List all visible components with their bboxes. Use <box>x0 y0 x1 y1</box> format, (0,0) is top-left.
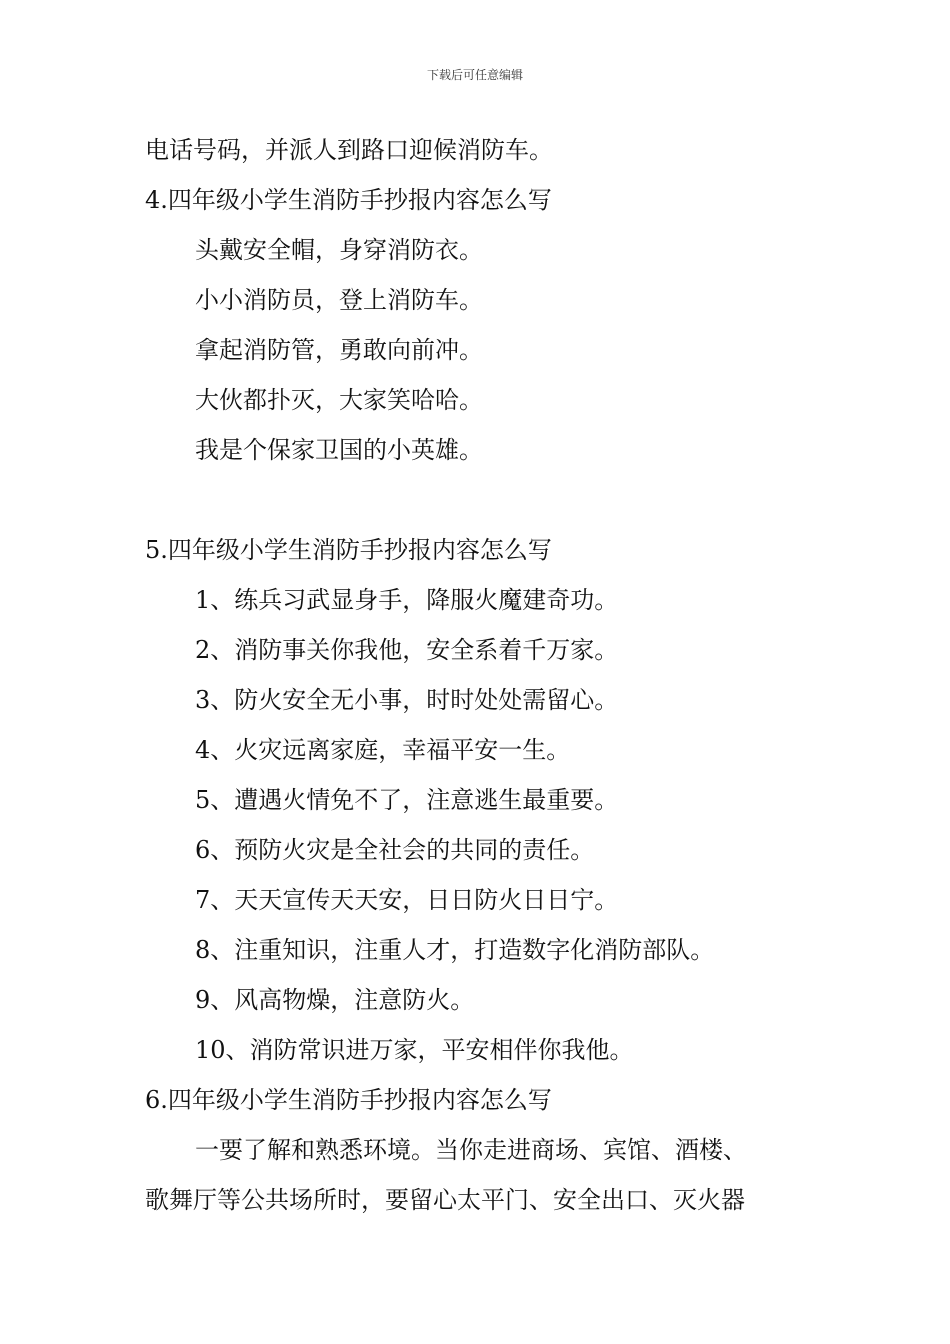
list-item: 7、天天宣传天天安，日日防火日日宁。 <box>195 886 619 914</box>
verse-line: 拿起消防管，勇敢向前冲。 <box>195 336 483 364</box>
page-header: 下载后可任意编辑 <box>426 68 523 82</box>
verse-line: 头戴安全帽，身穿消防衣。 <box>195 236 483 264</box>
verse-line: 大伙都扑灭，大家笑哈哈。 <box>195 386 483 414</box>
list-item: 1、练兵习武显身手，降服火魔建奇功。 <box>195 586 619 614</box>
verse-line: 小小消防员，登上消防车。 <box>195 286 483 314</box>
list-item: 4、火灾远离家庭，幸福平安一生。 <box>195 736 571 764</box>
paragraph-line: 一要了解和熟悉环境。当你走进商场、宾馆、酒楼、 <box>195 1136 747 1164</box>
list-item: 3、防火安全无小事，时时处处需留心。 <box>195 686 619 714</box>
list-item: 9、风高物燥，注意防火。 <box>195 986 475 1014</box>
verse-line: 我是个保家卫国的小英雄。 <box>195 436 483 464</box>
text-line: 电话号码，并派人到路口迎候消防车。 <box>145 136 553 164</box>
paragraph-line: 歌舞厅等公共场所时，要留心太平门、安全出口、灭火器 <box>145 1186 745 1214</box>
list-item: 6、预防火灾是全社会的共同的责任。 <box>195 836 595 864</box>
section-heading-4: 4.四年级小学生消防手抄报内容怎么写 <box>145 186 552 214</box>
list-item: 10、消防常识进万家，平安相伴你我他。 <box>195 1036 634 1064</box>
document-body <box>145 125 825 1225</box>
list-item: 8、注重知识，注重人才，打造数字化消防部队。 <box>195 936 715 964</box>
list-item: 2、消防事关你我他，安全系着千万家。 <box>195 636 619 664</box>
list-item: 5、遭遇火情免不了，注意逃生最重要。 <box>195 786 619 814</box>
section-heading-6: 6.四年级小学生消防手抄报内容怎么写 <box>145 1086 552 1114</box>
section-heading-5: 5.四年级小学生消防手抄报内容怎么写 <box>145 536 552 564</box>
blank-line <box>145 475 825 525</box>
